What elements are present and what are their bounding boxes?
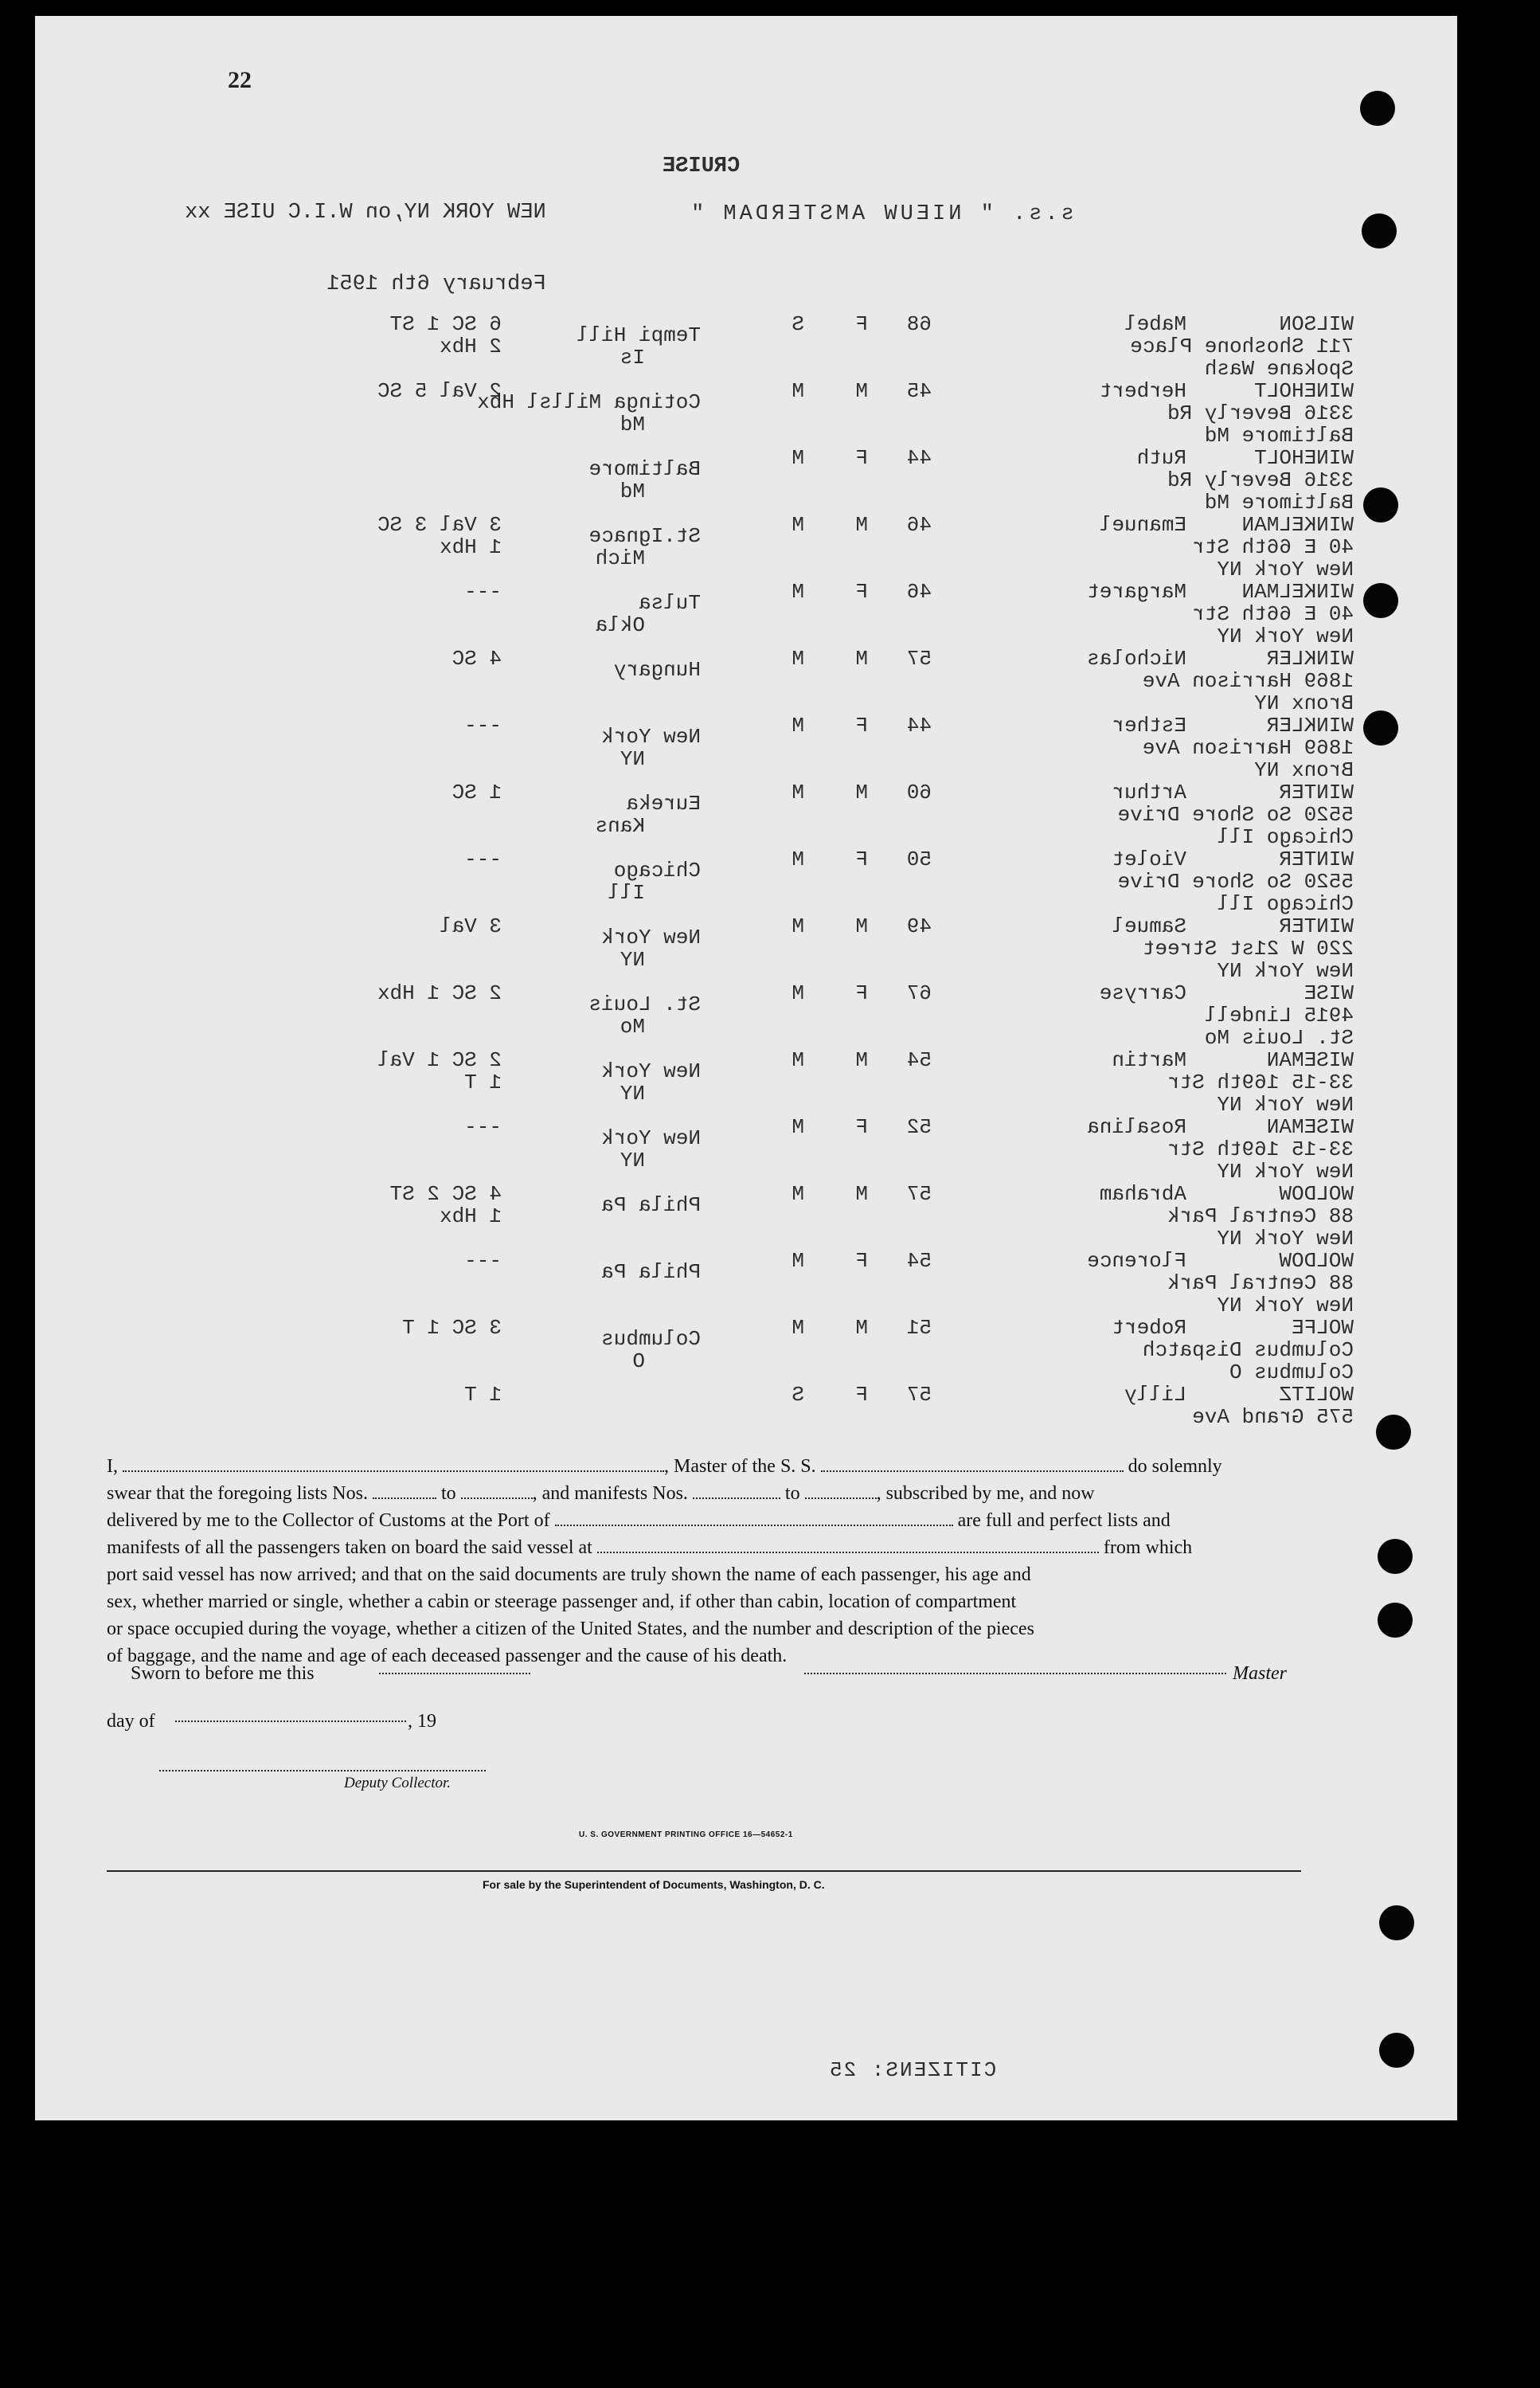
passenger-res2: Md	[620, 480, 645, 503]
passenger-addr1: 711 Shoshone Place	[1130, 335, 1354, 358]
passenger-surname: WISEMAN	[1266, 1115, 1354, 1139]
passenger-age: 60	[906, 781, 932, 804]
passenger-bag2: 1 Hbx	[439, 1204, 502, 1228]
passenger-res2: Mo	[620, 1015, 645, 1039]
sworn-label: Sworn to before me this	[131, 1663, 315, 1684]
passenger-row	[334, 914, 1354, 981]
binder-hole	[1379, 2033, 1414, 2068]
oath-text: do solemnly	[1128, 1456, 1222, 1477]
passenger-surname: WISE	[1304, 981, 1354, 1005]
passenger-addr2: New York NY	[1217, 558, 1354, 581]
passenger-sex: F	[855, 580, 868, 604]
manifest-to-blank	[805, 1482, 877, 1499]
passenger-ms: M	[791, 580, 804, 604]
passenger-bag2: 1 T	[464, 1071, 502, 1094]
oath-text: from which	[1103, 1537, 1193, 1558]
binder-hole	[1363, 487, 1398, 523]
passenger-addr1: 88 Central Park	[1167, 1204, 1354, 1228]
binder-hole	[1360, 91, 1395, 126]
passenger-res1: Columbus	[601, 1327, 701, 1351]
passenger-row	[334, 513, 1354, 580]
citizens-count: CITIZENS: 25	[828, 2058, 997, 2082]
oath-text: to	[440, 1483, 456, 1504]
passenger-addr1: 220 W 21st Street	[1142, 937, 1354, 961]
passenger-row	[334, 1048, 1354, 1115]
master-signature-blank	[804, 1673, 1226, 1674]
passenger-age: 68	[906, 312, 932, 336]
passenger-sex: M	[855, 513, 868, 537]
passenger-ms: M	[791, 446, 804, 470]
passenger-addr2: Bronx NY	[1254, 758, 1354, 782]
passenger-surname: WOLDOW	[1279, 1249, 1354, 1273]
passenger-bag1: 4 SC	[451, 647, 502, 671]
deputy-collector-label: Deputy Collector.	[344, 1775, 451, 1791]
passenger-addr1: Columbus Dispatch	[1142, 1338, 1354, 1362]
day-of-label: day of	[107, 1711, 155, 1732]
passenger-surname: WILSON	[1279, 312, 1354, 336]
passenger-sex: F	[855, 714, 868, 738]
passenger-res2: O	[632, 1349, 645, 1373]
passenger-surname: WINKELMAN	[1241, 513, 1354, 537]
passenger-addr2: Bronx NY	[1254, 691, 1354, 715]
passenger-addr1: 3316 Beverly Rd	[1167, 401, 1354, 425]
month-blank	[175, 1721, 406, 1722]
passenger-bag1: 6 SC 1 ST	[389, 312, 502, 336]
passenger-first: Florence	[1087, 1249, 1186, 1273]
passenger-ms: M	[791, 513, 804, 537]
passenger-sex: M	[855, 1048, 868, 1072]
passenger-age: 57	[906, 647, 932, 671]
passenger-addr1: 5520 So Shore Drive	[1117, 803, 1354, 827]
passenger-first: Margaret	[1087, 580, 1186, 604]
passenger-addr2: St. Louis Mo	[1204, 1026, 1354, 1050]
passenger-bag1: 2 SC 1 Hbx	[377, 981, 502, 1005]
passenger-age: 45	[906, 379, 932, 403]
passenger-row	[334, 714, 1354, 781]
page-number: 22	[228, 67, 252, 93]
passenger-age: 57	[906, 1182, 932, 1206]
passenger-res1: New York	[601, 725, 701, 749]
passenger-bag1: 3 Val	[439, 914, 502, 938]
sale-notice: For sale by the Superintendent of Documents, Washington, D. C.	[483, 1878, 825, 1891]
passenger-first: Esther	[1112, 714, 1186, 738]
passenger-res2: Mich	[595, 546, 645, 570]
passenger-row	[334, 647, 1354, 714]
oath-text: I,	[107, 1456, 118, 1477]
passenger-bag1: ---	[464, 580, 502, 604]
sworn-date-blank	[379, 1673, 530, 1674]
passenger-res2: NY	[620, 747, 645, 771]
passenger-ms: M	[791, 714, 804, 738]
passenger-bag1: 3 Val 3 SC	[377, 513, 502, 537]
passenger-res1: New York	[601, 926, 701, 949]
passenger-row	[334, 379, 1354, 446]
passenger-ms: M	[791, 1249, 804, 1273]
oath-text: swear that the foregoing lists Nos.	[107, 1483, 368, 1504]
voyage-port-line: NEW YORK NY,on W.I.C UISE xx	[185, 201, 546, 225]
passenger-first: Mabel	[1124, 312, 1186, 336]
passenger-row	[334, 781, 1354, 848]
passenger-res1: Phila Pa	[601, 1193, 701, 1217]
passenger-age: 46	[906, 580, 932, 604]
binder-hole	[1363, 583, 1398, 618]
passenger-surname: WINKELMAN	[1241, 580, 1354, 604]
oath-line-6: sex, whether married or single, whether a cabin or steerage passenger and, if other than cabin, location of compartment	[107, 1591, 1017, 1612]
passenger-sex: M	[855, 379, 868, 403]
passenger-row	[334, 1182, 1354, 1249]
passenger-res2: Md	[620, 413, 645, 436]
passenger-sex: M	[855, 1182, 868, 1206]
passenger-ms: M	[791, 647, 804, 671]
passenger-addr2: New York NY	[1217, 1093, 1354, 1117]
passenger-res2: NY	[620, 948, 645, 972]
passenger-first: Emanuel	[1099, 513, 1186, 537]
passenger-res1: Baltimore	[588, 457, 701, 481]
passenger-bag1: ---	[464, 714, 502, 738]
passenger-res1: Hungary	[613, 658, 701, 682]
passenger-res2: Kans	[595, 814, 645, 838]
passenger-addr2: Columbus O	[1229, 1360, 1354, 1384]
oath-text: delivered by me to the Collector of Customs at the Port of	[107, 1510, 550, 1531]
passenger-res2: Ill	[608, 881, 645, 905]
passenger-row	[334, 580, 1354, 647]
cruise-label: CRUISE	[663, 155, 741, 178]
passenger-sex: F	[855, 981, 868, 1005]
passenger-surname: WOLITZ	[1279, 1383, 1354, 1407]
passenger-addr2: Spokane Wash	[1204, 357, 1354, 381]
passenger-list	[334, 312, 1354, 1450]
oath-text: , and manifests Nos.	[532, 1483, 688, 1504]
passenger-res1: St. Louis	[588, 992, 701, 1016]
passenger-surname: WINKLER	[1266, 714, 1354, 738]
oath-paragraph	[107, 1453, 1301, 1670]
passenger-bag1: 2 Val 5 SC	[377, 379, 502, 403]
passenger-ms: M	[791, 914, 804, 938]
passenger-addr1: 40 E 66th Str	[1192, 535, 1354, 559]
binder-hole	[1379, 1905, 1414, 1940]
binder-hole	[1378, 1539, 1413, 1574]
passenger-addr1: 88 Central Park	[1167, 1271, 1354, 1295]
passenger-age: 57	[906, 1383, 932, 1407]
master-name-blank	[123, 1454, 664, 1472]
passenger-addr1: 33-15 169th Str	[1167, 1137, 1354, 1161]
passenger-ms: S	[791, 312, 804, 336]
passenger-res1: Eureka	[626, 792, 701, 816]
passenger-sex: F	[855, 1383, 868, 1407]
passenger-addr2: Chicago Ill	[1217, 825, 1354, 849]
binder-hole	[1378, 1603, 1413, 1638]
passenger-addr2: New York NY	[1217, 959, 1354, 983]
master-label: Master	[1233, 1663, 1287, 1684]
passenger-addr2: Chicago Ill	[1217, 892, 1354, 916]
voyage-header	[185, 153, 546, 320]
passenger-sex: M	[855, 781, 868, 804]
passenger-addr1: 575 Grand Ave	[1192, 1405, 1354, 1429]
passenger-sex: F	[855, 1115, 868, 1139]
passenger-addr2: New York NY	[1217, 1160, 1354, 1184]
oath-text: , subscribed by me, and now	[876, 1483, 1095, 1504]
passenger-addr1: 5520 So Shore Drive	[1117, 870, 1354, 894]
passenger-bag1: 4 SC 2 ST	[389, 1182, 502, 1206]
passenger-addr1: 4915 Lindell	[1204, 1004, 1354, 1028]
passenger-sex: M	[855, 914, 868, 938]
passenger-res2: Is	[620, 346, 645, 370]
passenger-row	[334, 981, 1354, 1048]
binder-hole	[1363, 711, 1398, 746]
passenger-surname: WINEHOLT	[1254, 446, 1354, 470]
passenger-age: 50	[906, 848, 932, 871]
passenger-bag1: ---	[464, 848, 502, 871]
oath-text: are full and perfect lists and	[957, 1510, 1171, 1531]
oath-line-1	[107, 1453, 1301, 1480]
passenger-addr2: Baltimore Md	[1204, 424, 1354, 448]
passenger-ms: M	[791, 848, 804, 871]
oath-line-4	[107, 1534, 1301, 1561]
passenger-sex: F	[855, 312, 868, 336]
passenger-row	[334, 848, 1354, 914]
passenger-surname: WOLDOW	[1279, 1182, 1354, 1206]
passenger-surname: WISEMAN	[1266, 1048, 1354, 1072]
departure-port-blank	[597, 1536, 1099, 1553]
passenger-ms: M	[791, 379, 804, 403]
passenger-res2: NY	[620, 1149, 645, 1172]
oath-line-8: of baggage, and the name and age of each deceased passenger and the cause of his death.	[107, 1646, 788, 1666]
passenger-sex: F	[855, 446, 868, 470]
passenger-res1: Phila Pa	[601, 1260, 701, 1284]
passenger-age: 44	[906, 446, 932, 470]
passenger-addr1: 1869 Harrison Ave	[1142, 736, 1354, 760]
passenger-first: Abraham	[1099, 1182, 1186, 1206]
passenger-surname: WINKLER	[1266, 647, 1354, 671]
passenger-res1: St.Ignace	[588, 524, 701, 548]
passenger-first: Robert	[1112, 1316, 1186, 1340]
passenger-sex: M	[855, 647, 868, 671]
oath-line-7: or space occupied during the voyage, whether a citizen of the United States, and the number and description of the pieces	[107, 1619, 1034, 1639]
passenger-res1: Tulsa	[638, 591, 701, 615]
passenger-bag1: ---	[464, 1115, 502, 1139]
passenger-ms: M	[791, 981, 804, 1005]
passenger-bag1: 3 SC 1 T	[402, 1316, 502, 1340]
passenger-res2: Okla	[595, 613, 645, 637]
ship-name: s.s. " NIEUW AMSTERDAM "	[688, 202, 1074, 226]
passenger-surname: WINTER	[1279, 914, 1354, 938]
passenger-addr2: New York NY	[1217, 1294, 1354, 1317]
passenger-age: 54	[906, 1048, 932, 1072]
passenger-sex: M	[855, 1316, 868, 1340]
voyage-date-line: February 6th 1951	[326, 272, 546, 296]
passenger-addr2: New York NY	[1217, 624, 1354, 648]
passenger-first: Samuel	[1112, 914, 1186, 938]
passenger-bag2: 1 Hbx	[439, 535, 502, 559]
passenger-age: 52	[906, 1115, 932, 1139]
list-from-blank	[373, 1482, 436, 1499]
passenger-row	[334, 1249, 1354, 1316]
oath-line-2	[107, 1480, 1301, 1507]
oath-text: manifests of all the passengers taken on board the said vessel at	[107, 1537, 592, 1558]
passenger-surname: WOLFE	[1291, 1316, 1354, 1340]
passenger-row	[334, 312, 1354, 379]
passenger-ms: M	[791, 781, 804, 804]
passenger-sex: F	[855, 848, 868, 871]
passenger-bag1: ---	[464, 1249, 502, 1273]
footer-rule	[107, 1870, 1301, 1872]
passenger-addr1: 40 E 66th Str	[1192, 602, 1354, 626]
passenger-surname: WINTER	[1279, 848, 1354, 871]
passenger-first: Herbert	[1099, 379, 1186, 403]
binder-hole	[1376, 1415, 1411, 1450]
passenger-bag1: 2 SC 1 Val	[377, 1048, 502, 1072]
passenger-addr1: 3316 Beverly Rd	[1167, 468, 1354, 492]
oath-line-3	[107, 1507, 1301, 1534]
passenger-row	[334, 1316, 1354, 1383]
passenger-res1: Chicago	[613, 859, 701, 883]
passenger-age: 51	[906, 1316, 932, 1340]
passenger-first: Lilly	[1124, 1383, 1186, 1407]
year-prefix: , 19	[408, 1711, 436, 1732]
oath-line-5: port said vessel has now arrived; and that on the said documents are truly shown the name of each passenger, his age and	[107, 1564, 1031, 1585]
passenger-row	[334, 446, 1354, 513]
passenger-first: Rosalina	[1087, 1115, 1186, 1139]
passenger-age: 44	[906, 714, 932, 738]
passenger-ms: M	[791, 1316, 804, 1340]
passenger-row	[334, 1383, 1354, 1450]
oath-text: to	[784, 1483, 800, 1504]
passenger-res1: Cotinga Millsl Hbx	[477, 390, 701, 414]
passenger-res2: NY	[620, 1082, 645, 1106]
passenger-bag1: 1 T	[464, 1383, 502, 1407]
printing-office-imprint: U. S. GOVERNMENT PRINTING OFFICE 16—54652-1	[579, 1830, 793, 1839]
passenger-first: Carryse	[1099, 981, 1186, 1005]
passenger-addr2: Baltimore Md	[1204, 491, 1354, 515]
passenger-first: Martin	[1112, 1048, 1186, 1072]
passenger-res1: Tempi Hill	[576, 323, 701, 347]
passenger-age: 54	[906, 1249, 932, 1273]
deputy-signature-blank	[159, 1770, 486, 1771]
passenger-addr1: 33-15 169th Str	[1167, 1071, 1354, 1094]
passenger-ms: M	[791, 1182, 804, 1206]
passenger-surname: WINEHOLT	[1254, 379, 1354, 403]
passenger-addr2: New York NY	[1217, 1227, 1354, 1251]
list-to-blank	[461, 1482, 533, 1499]
passenger-ms: M	[791, 1048, 804, 1072]
ship-name-blank	[821, 1454, 1124, 1472]
passenger-ms: S	[791, 1383, 804, 1407]
passenger-first: Ruth	[1136, 446, 1186, 470]
passenger-first: Arthur	[1112, 781, 1186, 804]
passenger-bag2: 2 Hbx	[439, 335, 502, 358]
passenger-age: 49	[906, 914, 932, 938]
passenger-row	[334, 1115, 1354, 1182]
passenger-first: Violet	[1112, 848, 1186, 871]
passenger-res1: New York	[601, 1126, 701, 1150]
passenger-ms: M	[791, 1115, 804, 1139]
passenger-res1: New York	[601, 1059, 701, 1083]
passenger-age: 46	[906, 513, 932, 537]
passenger-age: 67	[906, 981, 932, 1005]
passenger-sex: F	[855, 1249, 868, 1273]
passenger-addr1: 1869 Harrison Ave	[1142, 669, 1354, 693]
oath-text: , Master of the S. S.	[664, 1456, 816, 1477]
binder-hole	[1362, 213, 1397, 249]
passenger-first: Nicholas	[1087, 647, 1186, 671]
passenger-surname: WINTER	[1279, 781, 1354, 804]
port-blank	[555, 1509, 953, 1526]
passenger-bag1: 1 SC	[451, 781, 502, 804]
manifest-from-blank	[693, 1482, 780, 1499]
